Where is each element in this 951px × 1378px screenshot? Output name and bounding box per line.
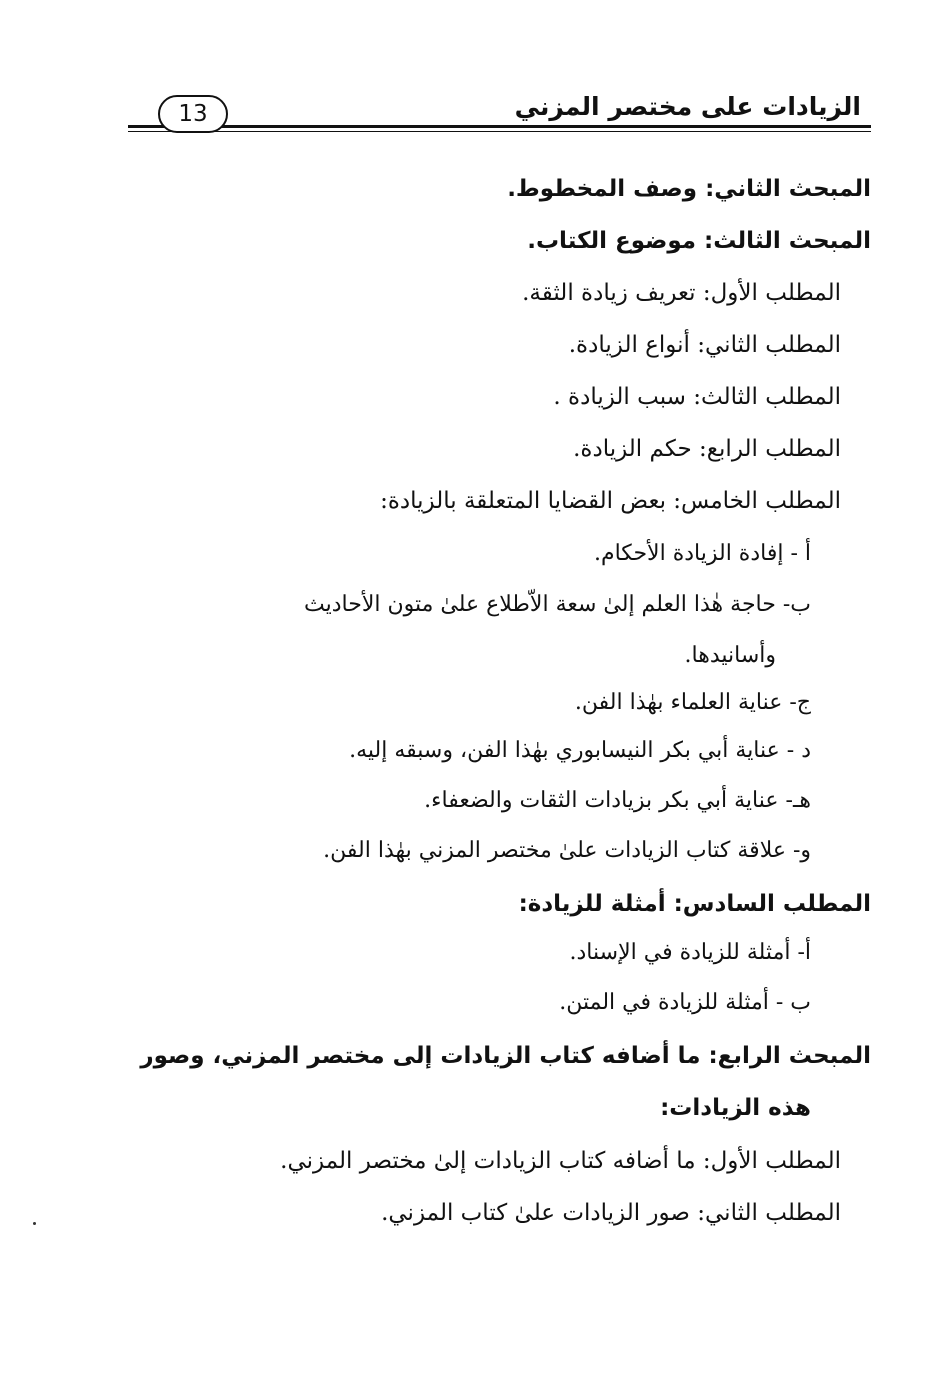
line-1: المبحث الثاني: وصف المخطوط. bbox=[507, 176, 871, 202]
line-6: المطلب الرابع: حكم الزيادة. bbox=[573, 436, 841, 462]
scan-speck bbox=[33, 1222, 36, 1225]
header-rule-thin bbox=[128, 131, 871, 132]
line-10: وأسانيدها. bbox=[684, 643, 776, 668]
line-18: المبحث الرابع: ما أضافه كتاب الزيادات إلى مختصر المزني، وصور bbox=[140, 1043, 871, 1069]
line-8: أ - إفادة الزيادة الأحكام. bbox=[593, 541, 811, 566]
line-12: د - عناية أبي بكر النيسابوري بهٰذا الفن، وسبقه إليه. bbox=[349, 738, 811, 763]
line-14: و- علاقة كتاب الزيادات علىٰ مختصر المزني بهٰذا الفن. bbox=[323, 838, 811, 863]
line-5: المطلب الثالث: سبب الزيادة . bbox=[553, 384, 841, 410]
header-rule-thick bbox=[128, 125, 871, 128]
line-9: ب- حاجة هٰذا العلم إلىٰ سعة الاّطلاع علىٰ متون الأحاديث bbox=[304, 592, 811, 617]
line-4: المطلب الثاني: أنواع الزيادة. bbox=[568, 332, 841, 358]
line-19: هذه الزيادات: bbox=[660, 1095, 811, 1121]
line-21: المطلب الثاني: صور الزيادات علىٰ كتاب المزني. bbox=[381, 1200, 841, 1226]
line-13: هـ- عناية أبي بكر بزيادات الثقات والضعفاء. bbox=[424, 788, 811, 813]
line-15: المطلب السادس: أمثلة للزيادة: bbox=[518, 891, 871, 917]
line-16: أ- أمثلة للزيادة في الإسناد. bbox=[569, 940, 811, 965]
line-20: المطلب الأول: ما أضافه كتاب الزيادات إلىٰ مختصر المزني. bbox=[280, 1148, 841, 1174]
page-header bbox=[0, 0, 951, 140]
line-11: ج- عناية العلماء بهٰذا الفن. bbox=[574, 690, 811, 715]
line-2: المبحث الثالث: موضوع الكتاب. bbox=[527, 228, 871, 254]
line-17: ب - أمثلة للزيادة في المتن. bbox=[559, 990, 811, 1015]
page-number: 13 bbox=[158, 95, 228, 133]
line-3: المطلب الأول: تعريف زيادة الثقة. bbox=[522, 280, 841, 306]
running-title: الزيادات على مختصر المزني bbox=[514, 92, 861, 121]
line-7: المطلب الخامس: بعض القضايا المتعلقة بالزيادة: bbox=[380, 488, 841, 514]
